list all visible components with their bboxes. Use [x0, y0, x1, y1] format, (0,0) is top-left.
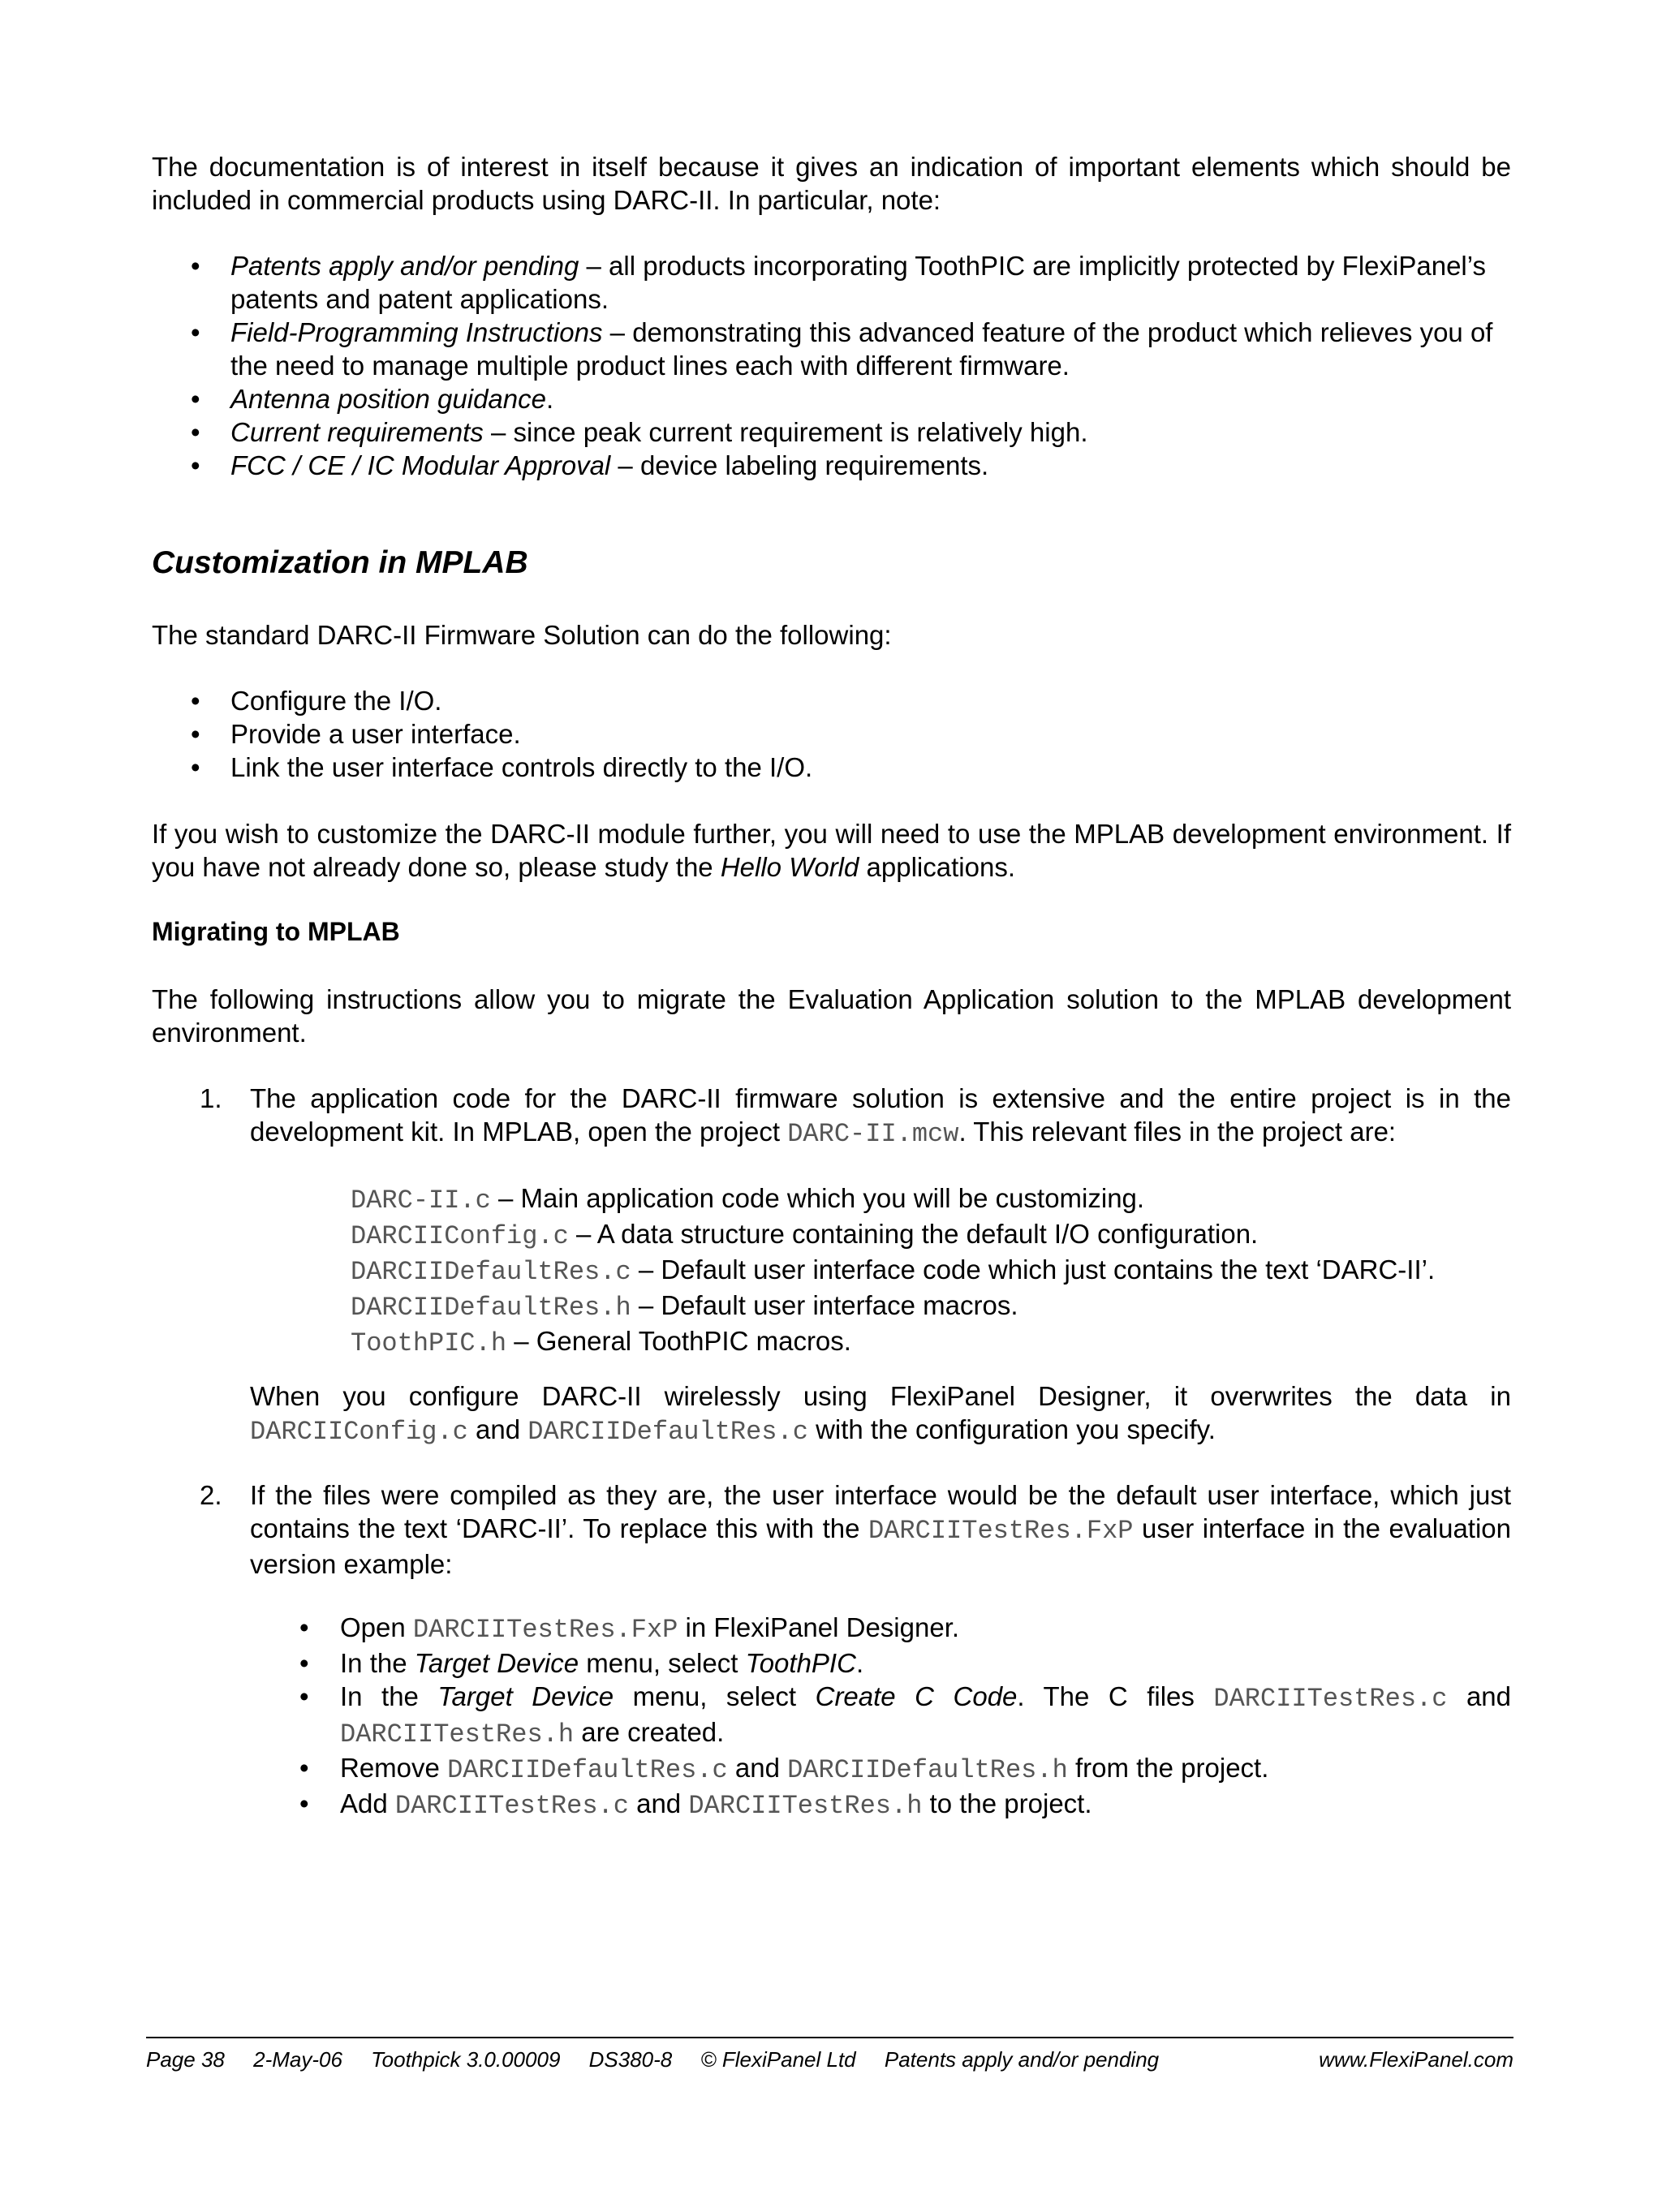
steps-list-2: [152, 1478, 1511, 1581]
step-1-note: When you configure DARC-II wirelessly using FlexiPanel Designer, it overwrites the data in DARCIIConfig.c and DARCIIDefaultRes.c with the configuration you specify.: [250, 1381, 1511, 1447]
footer-doc: DS380-8: [588, 2047, 673, 2072]
list-item: DARCIIConfig.c – A data structure containing the default I/O configuration.: [351, 1219, 1259, 1251]
list-item: • Configure the I/O.: [152, 684, 1511, 717]
list-item: DARC-II.c – Main application code which you will be customizing.: [351, 1183, 1145, 1216]
footer-page: Page 38: [146, 2047, 225, 2072]
step-number: 1.: [200, 1083, 222, 1113]
section-title: Customization in MPLAB: [152, 545, 528, 580]
notes-list: [152, 249, 1511, 482]
step-2-text: If the files were compiled as they are, the user interface would be the default user interface, which just contains the text ‘DARC-II’. To replace this with the DARCIITestRes.FxP user interface in the evaluation version example:: [250, 1480, 1511, 1579]
footer-date: 2-May-06: [253, 2047, 342, 2072]
list-item: DARCIIDefaultRes.h – Default user interface macros.: [351, 1290, 1018, 1323]
page-footer: [146, 2037, 1513, 2072]
steps-list: [152, 1082, 1511, 1151]
list-item: • Antenna position guidance.: [152, 382, 1511, 415]
footer-patents: Patents apply and/or pending: [884, 2047, 1160, 2072]
footer-product: Toothpick 3.0.00009: [371, 2047, 561, 2072]
footer-copyright: © FlexiPanel Ltd: [700, 2047, 856, 2072]
list-item: • Add DARCIITestRes.c and DARCIITestRes.h to the project.: [250, 1787, 1511, 1823]
features-list: [152, 684, 1511, 784]
list-item: • FCC / CE / IC Modular Approval – device labeling requirements.: [152, 449, 1511, 482]
list-item: • Provide a user interface.: [152, 717, 1511, 751]
step-1-text: The application code for the DARC-II firmware solution is extensive and the entire project is in the development kit. In MPLAB, open the project DARC-II.mcw. This relevant files in the project are:: [250, 1083, 1511, 1149]
list-item: • Open DARCIITestRes.FxP in FlexiPanel Designer.: [250, 1611, 1511, 1646]
list-item: • Current requirements – since peak current requirement is relatively high.: [152, 415, 1511, 449]
list-item: • Field-Programming Instructions – demonstrating this advanced feature of the product which relieves you of the need to manage multiple product lines each with different firmware.: [152, 316, 1511, 382]
step-2-sublist: [250, 1611, 1511, 1823]
list-item: DARCIIDefaultRes.c – Default user interface code which just contains the text ‘DARC-II’.: [351, 1254, 1436, 1287]
list-item: • Link the user interface controls directly to the I/O.: [152, 751, 1511, 784]
list-item: • In the Target Device menu, select ToothPIC.: [250, 1646, 1511, 1680]
subheading-migrating: Migrating to MPLAB: [152, 917, 400, 946]
migrating-lead: The following instructions allow you to migrate the Evaluation Application solution to the MPLAB development environment.: [152, 984, 1511, 1048]
file-list: [152, 1181, 1511, 1360]
step-number: 2.: [200, 1480, 222, 1510]
list-item: • Remove DARCIIDefaultRes.c and DARCIIDefaultRes.h from the project.: [250, 1751, 1511, 1787]
list-item: • In the Target Device menu, select Create C Code. The C files DARCIITestRes.c and DARCIITestRes.h are created.: [250, 1680, 1511, 1751]
step-2: [152, 1478, 1511, 1581]
footer-url: www.FlexiPanel.com: [1319, 2047, 1513, 2072]
customize-paragraph: If you wish to customize the DARC-II module further, you will need to use the MPLAB development environment. If you have not already done so, please study the Hello World applications.: [152, 819, 1511, 882]
step-1: [152, 1082, 1511, 1151]
intro-paragraph: The documentation is of interest in itself because it gives an indication of important elements which should be included in commercial products using DARC-II. In particular, note:: [152, 152, 1511, 215]
section-lead: The standard DARC-II Firmware Solution can do the following:: [152, 620, 892, 650]
footer-left: [146, 2046, 1182, 2072]
list-item: ToothPIC.h – General ToothPIC macros.: [351, 1326, 851, 1358]
list-item: • Patents apply and/or pending – all products incorporating ToothPIC are implicitly protected by FlexiPanel’s patents and patent applications.: [152, 249, 1511, 316]
